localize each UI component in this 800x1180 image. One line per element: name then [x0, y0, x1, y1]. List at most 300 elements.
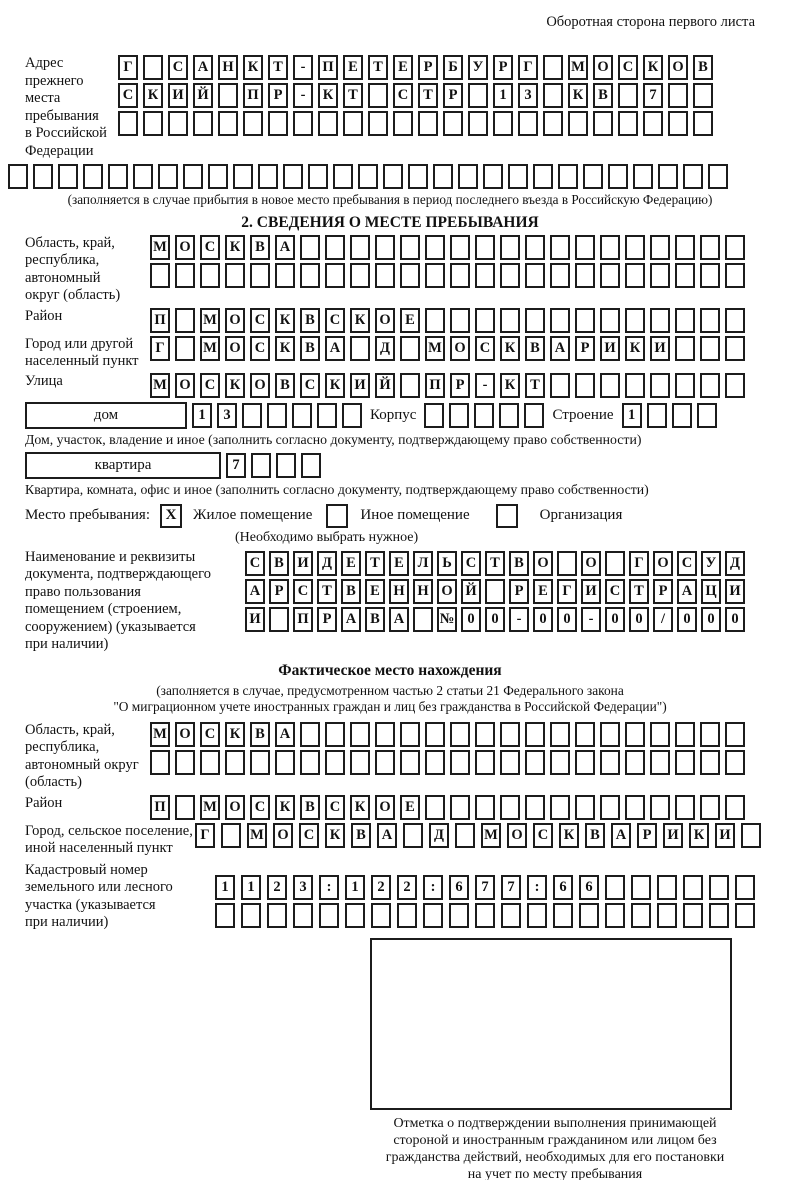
char-box: В — [593, 83, 613, 108]
char-box — [293, 111, 313, 136]
char-box — [485, 579, 505, 604]
char-box: 1 — [192, 403, 212, 428]
char-box: К — [500, 336, 520, 361]
char-box: Е — [365, 579, 385, 604]
char-box — [683, 903, 703, 928]
char-box — [175, 263, 195, 288]
city-block — [25, 336, 755, 371]
char-box — [133, 164, 153, 189]
char-box: М — [568, 55, 588, 80]
char-box — [725, 795, 745, 820]
char-box — [625, 722, 645, 747]
char-box — [368, 111, 388, 136]
house-type-box: дом — [25, 402, 187, 429]
char-box — [193, 111, 213, 136]
char-box — [700, 308, 720, 333]
actual-region-block — [25, 722, 755, 792]
char-box — [725, 308, 745, 333]
actual-district-block — [25, 795, 755, 820]
char-box: 1 — [493, 83, 513, 108]
actual-district-row — [150, 795, 745, 820]
char-box — [657, 875, 677, 900]
char-box — [700, 750, 720, 775]
char-box — [575, 722, 595, 747]
actual-city-block — [25, 823, 755, 858]
char-box: К — [225, 235, 245, 260]
char-box — [550, 750, 570, 775]
char-box: К — [275, 336, 295, 361]
char-box — [725, 263, 745, 288]
cadastral-row-2 — [215, 903, 755, 928]
char-box — [143, 55, 163, 80]
char-box: И — [350, 373, 370, 398]
char-box — [475, 235, 495, 260]
char-box: 7 — [226, 453, 246, 478]
char-box — [618, 111, 638, 136]
char-box: А — [677, 579, 697, 604]
char-box — [605, 875, 625, 900]
char-box — [633, 164, 653, 189]
char-box: О — [250, 373, 270, 398]
char-box — [493, 111, 513, 136]
char-box — [408, 164, 428, 189]
char-box — [243, 111, 263, 136]
char-box — [700, 722, 720, 747]
char-box: М — [150, 373, 170, 398]
char-box — [600, 373, 620, 398]
char-box: С — [618, 55, 638, 80]
char-box — [708, 164, 728, 189]
char-box — [600, 235, 620, 260]
char-box: В — [300, 336, 320, 361]
char-box: 1 — [345, 875, 365, 900]
char-box: А — [275, 722, 295, 747]
char-box: В — [269, 551, 289, 576]
char-box — [518, 111, 538, 136]
char-box: К — [225, 722, 245, 747]
char-box — [500, 722, 520, 747]
char-box — [525, 795, 545, 820]
prev-address-label: Адрес прежнего места пребывания в Российской Федерации — [25, 55, 107, 159]
char-box: Р — [450, 373, 470, 398]
char-box: О — [653, 551, 673, 576]
char-box — [450, 235, 470, 260]
checkbox-organization — [496, 504, 518, 528]
char-box — [709, 875, 729, 900]
char-box — [508, 164, 528, 189]
char-box — [118, 111, 138, 136]
char-box: К — [243, 55, 263, 80]
char-box — [650, 373, 670, 398]
char-box: Й — [193, 83, 213, 108]
prev-address-row-2 — [118, 83, 713, 108]
char-box — [400, 373, 420, 398]
document-row-1 — [245, 551, 745, 576]
char-box — [608, 164, 628, 189]
char-box — [553, 903, 573, 928]
char-box — [525, 750, 545, 775]
char-box: П — [150, 795, 170, 820]
char-box: 7 — [475, 875, 495, 900]
char-box: О — [533, 551, 553, 576]
char-box: 2 — [371, 875, 391, 900]
house-caption: Дом, участок, владение и иное (заполнить согласно документу, подтверждающему право собственности) — [25, 431, 642, 447]
char-box — [425, 263, 445, 288]
char-box — [450, 263, 470, 288]
char-box — [292, 403, 312, 428]
char-box: И — [581, 579, 601, 604]
char-box: Р — [418, 55, 438, 80]
char-box — [675, 308, 695, 333]
char-box — [375, 750, 395, 775]
char-box — [175, 795, 195, 820]
char-box — [358, 164, 378, 189]
actual-district-label: Район — [25, 794, 63, 811]
char-box: : — [423, 875, 443, 900]
char-box — [83, 164, 103, 189]
char-box: С — [533, 823, 553, 848]
char-box — [533, 164, 553, 189]
char-box: В — [300, 795, 320, 820]
char-box: С — [200, 373, 220, 398]
prev-address-row-4 — [8, 164, 755, 189]
char-box: Р — [493, 55, 513, 80]
char-box — [625, 308, 645, 333]
char-box — [625, 263, 645, 288]
char-box: 2 — [397, 875, 417, 900]
char-box — [200, 263, 220, 288]
char-box — [449, 403, 469, 428]
registration-stamp-area — [370, 938, 732, 1110]
char-box: С — [250, 308, 270, 333]
char-box: Т — [629, 579, 649, 604]
char-box: С — [245, 551, 265, 576]
char-box: Й — [375, 373, 395, 398]
char-box — [450, 795, 470, 820]
actual-region-label: Область, край, республика, автономный округ (область) — [25, 721, 139, 790]
char-box: П — [425, 373, 445, 398]
char-box — [658, 164, 678, 189]
char-box — [283, 164, 303, 189]
char-box — [350, 722, 370, 747]
prev-address-row-3 — [118, 111, 713, 136]
char-box — [709, 903, 729, 928]
char-box — [475, 308, 495, 333]
char-box — [318, 111, 338, 136]
char-box: Ь — [437, 551, 457, 576]
char-box — [675, 373, 695, 398]
char-box — [475, 795, 495, 820]
char-box — [242, 403, 262, 428]
char-box: Г — [195, 823, 215, 848]
char-box: Р — [637, 823, 657, 848]
char-box: Г — [629, 551, 649, 576]
char-box — [575, 795, 595, 820]
apartment-caption: Квартира, комната, офис и иное (заполнить согласно документу, подтверждающему право собственности) — [25, 481, 649, 497]
char-box: О — [581, 551, 601, 576]
char-box — [657, 903, 677, 928]
char-box — [500, 795, 520, 820]
char-box: Е — [533, 579, 553, 604]
street-block — [25, 373, 755, 398]
char-box — [524, 403, 544, 428]
char-box — [600, 308, 620, 333]
char-box: Г — [118, 55, 138, 80]
char-box — [150, 750, 170, 775]
char-box — [683, 875, 703, 900]
char-box: Е — [400, 795, 420, 820]
char-box — [605, 551, 625, 576]
char-box — [600, 750, 620, 775]
char-box: С — [250, 795, 270, 820]
char-box — [683, 164, 703, 189]
house-number-cells — [192, 403, 362, 428]
char-box: С — [293, 579, 313, 604]
char-box: О — [175, 722, 195, 747]
char-box — [325, 722, 345, 747]
char-box — [600, 795, 620, 820]
char-box: Й — [461, 579, 481, 604]
char-box — [600, 263, 620, 288]
street-row — [150, 373, 745, 398]
char-box — [300, 722, 320, 747]
char-box — [393, 111, 413, 136]
korpus-cells — [424, 403, 544, 428]
char-box — [525, 235, 545, 260]
char-box: С — [300, 373, 320, 398]
char-box — [625, 795, 645, 820]
char-box — [208, 164, 228, 189]
char-box: - — [293, 83, 313, 108]
char-box: Р — [269, 579, 289, 604]
char-box: 3 — [217, 403, 237, 428]
char-box — [700, 795, 720, 820]
char-box — [308, 164, 328, 189]
char-box: К — [643, 55, 663, 80]
document-row-2 — [245, 579, 745, 604]
char-box — [250, 263, 270, 288]
char-box — [317, 403, 337, 428]
char-box — [500, 308, 520, 333]
apartment-type-box: квартира — [25, 452, 221, 479]
char-box — [475, 903, 495, 928]
char-box: О — [225, 308, 245, 333]
char-box: Е — [341, 551, 361, 576]
char-box — [625, 235, 645, 260]
char-box: Т — [368, 55, 388, 80]
char-box: К — [689, 823, 709, 848]
char-box — [350, 235, 370, 260]
char-box: А — [550, 336, 570, 361]
char-box: О — [507, 823, 527, 848]
char-box: С — [200, 722, 220, 747]
char-box — [218, 111, 238, 136]
page-side-note: Оборотная сторона первого листа — [546, 14, 755, 30]
actual-city-label: Город, сельское поселение, иной населенный пункт — [25, 822, 193, 856]
char-box — [325, 263, 345, 288]
char-box — [725, 373, 745, 398]
char-box: - — [475, 373, 495, 398]
char-box — [618, 83, 638, 108]
char-box — [267, 903, 287, 928]
document-label: Наименование и реквизиты документа, подтверждающего право пользования помещением (строением, сооружением) (указывается при наличии) — [25, 548, 211, 652]
char-box — [276, 453, 296, 478]
city-label: Город или другой населенный пункт — [25, 335, 139, 369]
char-box: Т — [317, 579, 337, 604]
char-box: Д — [725, 551, 745, 576]
char-box: П — [150, 308, 170, 333]
char-box — [342, 403, 362, 428]
char-box: А — [275, 235, 295, 260]
char-box — [468, 83, 488, 108]
char-box: Л — [413, 551, 433, 576]
char-box: 7 — [643, 83, 663, 108]
char-box: - — [581, 607, 601, 632]
char-box: 0 — [677, 607, 697, 632]
char-box — [375, 235, 395, 260]
char-box — [675, 235, 695, 260]
char-box: К — [275, 308, 295, 333]
char-box: Р — [575, 336, 595, 361]
cadastral-label: Кадастровый номер земельного или лесного участка (указывается при наличии) — [25, 861, 173, 930]
char-box: 1 — [215, 875, 235, 900]
stay-place-hint: (Необходимо выбрать нужное) — [235, 529, 419, 545]
char-box — [425, 308, 445, 333]
char-box: С — [299, 823, 319, 848]
char-box: С — [677, 551, 697, 576]
char-box: В — [525, 336, 545, 361]
char-box: 6 — [553, 875, 573, 900]
char-box: В — [585, 823, 605, 848]
char-box — [675, 336, 695, 361]
actual-city-row — [195, 823, 761, 848]
char-box — [218, 83, 238, 108]
char-box — [301, 453, 321, 478]
option-organization-label: Организация — [539, 507, 623, 523]
char-box: С — [461, 551, 481, 576]
char-box — [525, 722, 545, 747]
char-box — [458, 164, 478, 189]
char-box — [443, 111, 463, 136]
char-box: С — [325, 795, 345, 820]
actual-region-row-2 — [150, 750, 745, 775]
char-box — [525, 263, 545, 288]
char-box — [250, 750, 270, 775]
char-box — [735, 903, 755, 928]
char-box: Б — [443, 55, 463, 80]
char-box: : — [527, 875, 547, 900]
char-box: / — [653, 607, 673, 632]
cadastral-block — [25, 862, 755, 932]
char-box — [275, 750, 295, 775]
char-box: 0 — [725, 607, 745, 632]
char-box — [423, 903, 443, 928]
document-row-3 — [245, 607, 745, 632]
char-box: В — [365, 607, 385, 632]
char-box — [221, 823, 241, 848]
checkbox-residential: X — [160, 504, 182, 528]
prev-address-row-1 — [118, 55, 713, 80]
char-box — [527, 903, 547, 928]
char-box: 0 — [533, 607, 553, 632]
char-box: А — [611, 823, 631, 848]
char-box: Т — [268, 55, 288, 80]
char-box: О — [375, 795, 395, 820]
char-box: М — [247, 823, 267, 848]
char-box — [575, 750, 595, 775]
char-box — [550, 263, 570, 288]
char-box: С — [475, 336, 495, 361]
char-box — [650, 795, 670, 820]
char-box: 3 — [518, 83, 538, 108]
char-box — [697, 403, 717, 428]
char-box — [650, 235, 670, 260]
char-box — [300, 263, 320, 288]
char-box — [475, 263, 495, 288]
char-box — [675, 795, 695, 820]
char-box — [269, 607, 289, 632]
char-box — [383, 164, 403, 189]
char-box — [175, 336, 195, 361]
char-box — [267, 403, 287, 428]
char-box: 0 — [629, 607, 649, 632]
char-box: 3 — [293, 875, 313, 900]
char-box — [558, 164, 578, 189]
korpus-label: Корпус — [370, 406, 417, 423]
char-box: В — [341, 579, 361, 604]
char-box — [550, 795, 570, 820]
checkbox-other-premises — [326, 504, 348, 528]
char-box: А — [245, 579, 265, 604]
prev-address-caption: (заполняется в случае прибытия в новое место пребывания в период последнего въезда в Российскую Федерацию) — [67, 192, 713, 207]
char-box — [543, 111, 563, 136]
char-box — [158, 164, 178, 189]
char-box: О — [225, 795, 245, 820]
char-box: О — [175, 373, 195, 398]
char-box — [725, 235, 745, 260]
char-box: Е — [400, 308, 420, 333]
char-box — [418, 111, 438, 136]
char-box — [543, 83, 563, 108]
char-box — [483, 164, 503, 189]
char-box: Т — [365, 551, 385, 576]
region-label: Область, край, республика, автономный округ (область) — [25, 234, 121, 303]
char-box — [583, 164, 603, 189]
char-box: 0 — [605, 607, 625, 632]
char-box: Е — [343, 55, 363, 80]
char-box: В — [250, 235, 270, 260]
char-box: М — [481, 823, 501, 848]
char-box — [425, 795, 445, 820]
char-box — [450, 750, 470, 775]
char-box — [579, 903, 599, 928]
char-box — [475, 750, 495, 775]
char-box — [575, 235, 595, 260]
char-box — [8, 164, 28, 189]
char-box — [675, 263, 695, 288]
char-box — [650, 263, 670, 288]
char-box — [475, 722, 495, 747]
char-box: А — [325, 336, 345, 361]
char-box — [643, 111, 663, 136]
char-box — [397, 903, 417, 928]
char-box: - — [509, 607, 529, 632]
char-box — [700, 235, 720, 260]
char-box: О — [375, 308, 395, 333]
char-box: Е — [389, 551, 409, 576]
char-box: М — [200, 308, 220, 333]
char-box — [631, 875, 651, 900]
